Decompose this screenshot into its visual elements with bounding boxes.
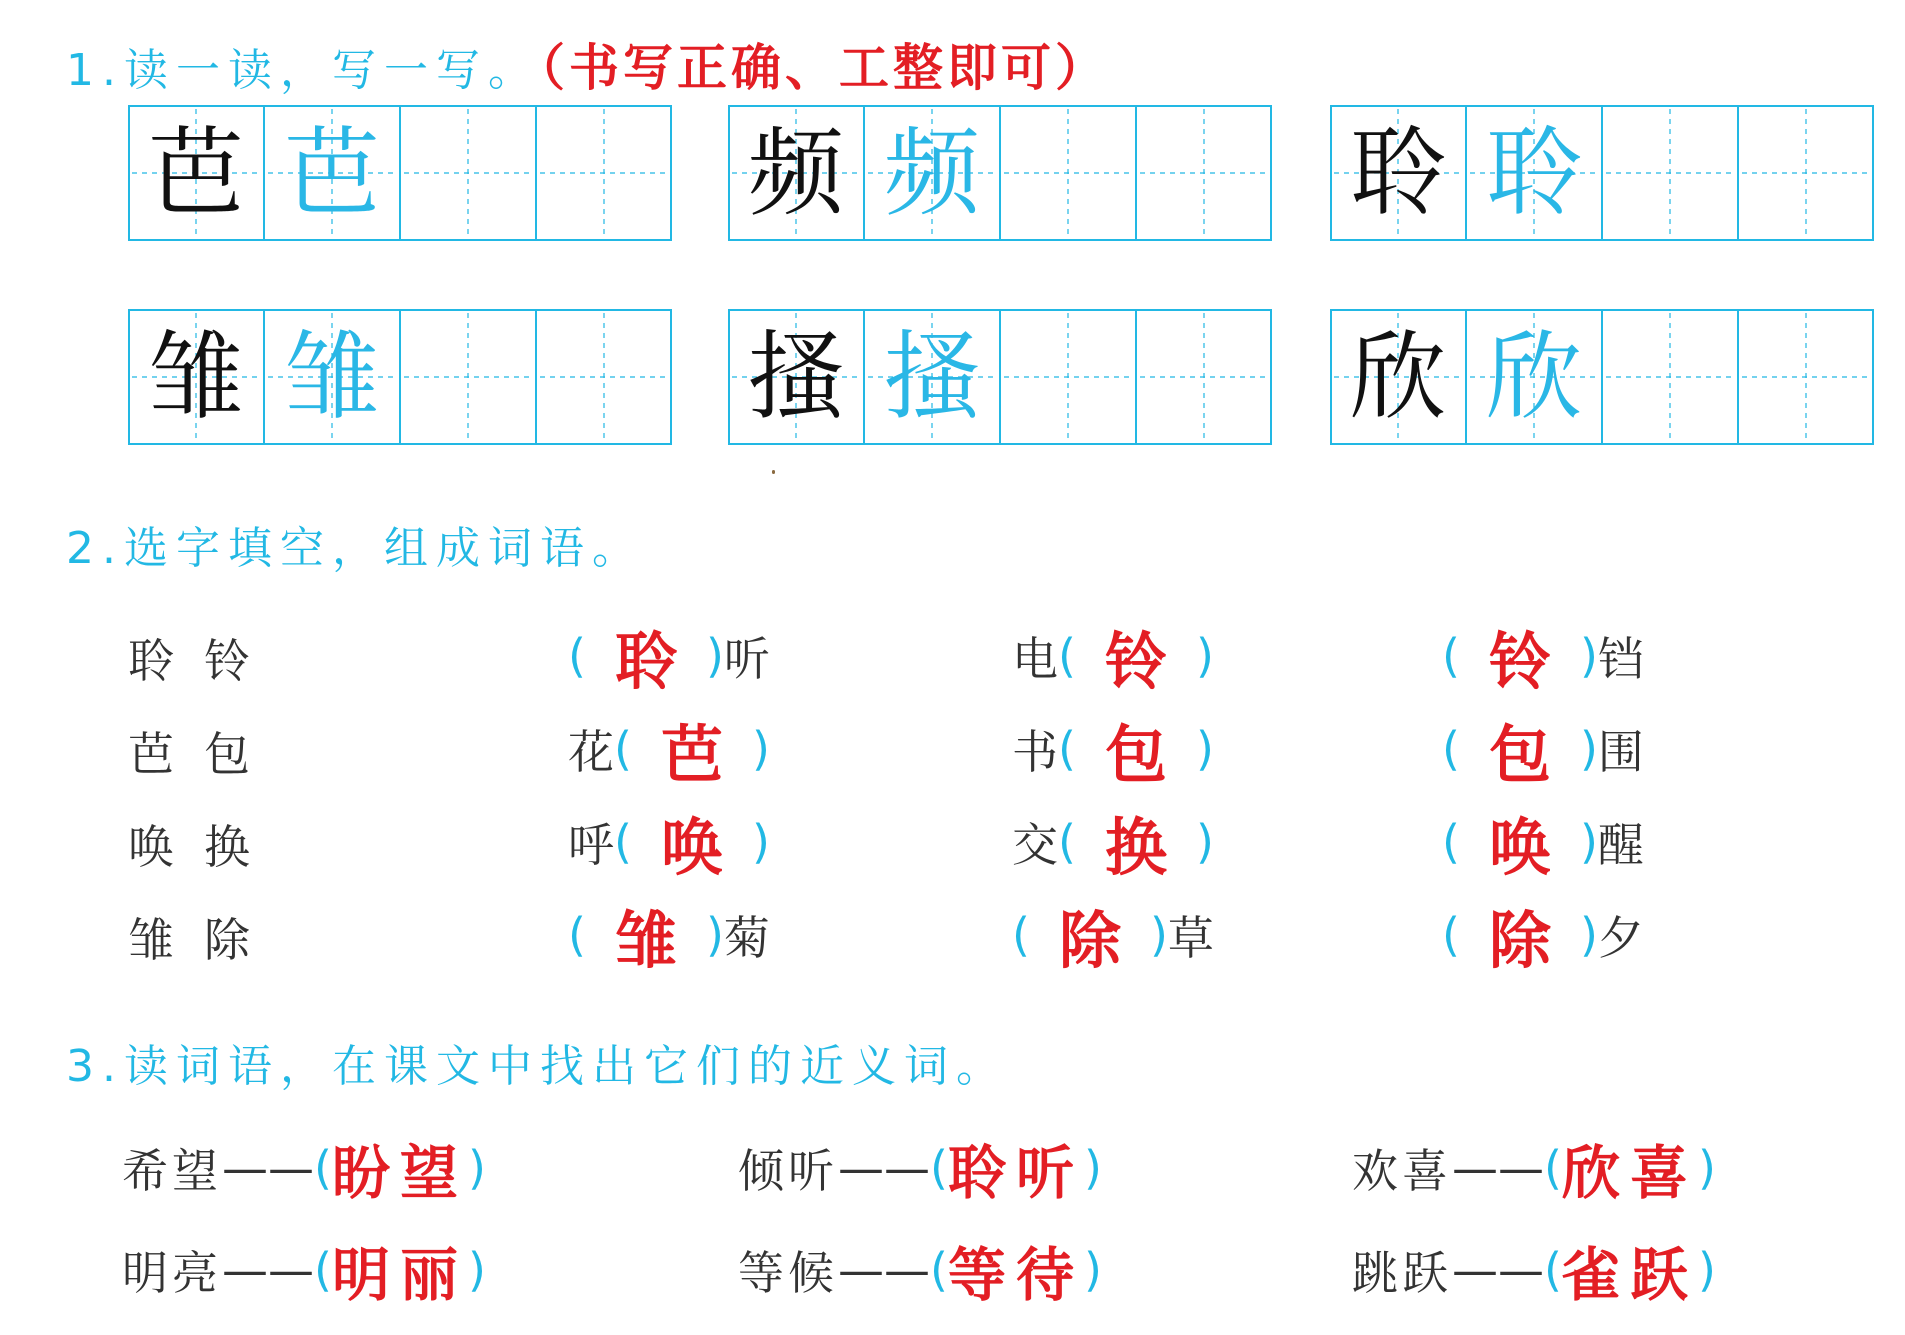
trace-char: 频 <box>884 117 980 229</box>
fill-item <box>1442 802 1644 882</box>
fixed-char: 夕 <box>1597 911 1644 965</box>
model-char: 欣 <box>1350 321 1446 433</box>
synonym-item <box>122 1230 486 1310</box>
synonym-item <box>1352 1230 1716 1310</box>
fill-item <box>568 709 770 789</box>
writing-grid-1 <box>128 105 672 241</box>
left-paren: ( <box>1544 1243 1562 1297</box>
fixed-char: 围 <box>1597 725 1644 779</box>
left-paren: ( <box>568 629 586 683</box>
writing-grid-5 <box>728 309 1272 445</box>
left-paren: ( <box>930 1243 948 1297</box>
answer-char: 包 <box>1488 717 1551 791</box>
answer-char: 雏 <box>614 903 677 977</box>
right-paren: ) <box>1195 815 1214 869</box>
writing-grid-6 <box>1330 309 1874 445</box>
fixed-char: 菊 <box>723 911 770 965</box>
fixed-char: 铛 <box>1597 632 1644 686</box>
writing-grid-4 <box>128 309 672 445</box>
fill-item <box>1442 895 1644 975</box>
right-paren: ) <box>467 1243 486 1297</box>
left-paren: ( <box>1058 629 1076 683</box>
model-char: 芭 <box>148 117 244 229</box>
right-paren: ) <box>1083 1141 1102 1195</box>
right-paren: ) <box>1579 908 1598 962</box>
fill-item <box>568 895 770 975</box>
char-pair: 唤换 <box>128 820 280 874</box>
section1-note: （书写正确、工整即可） <box>539 39 1109 97</box>
right-paren: ) <box>1697 1141 1716 1195</box>
left-paren: ( <box>614 815 632 869</box>
char-pair: 芭包 <box>128 727 280 781</box>
synonym-answer: 聆听 <box>947 1139 1084 1207</box>
dash: —— <box>222 1141 314 1195</box>
fixed-char: 交 <box>1012 818 1058 872</box>
model-char: 频 <box>748 117 844 229</box>
fixed-char: 呼 <box>568 818 614 872</box>
dash: —— <box>838 1141 930 1195</box>
given-word: 希望 <box>122 1144 222 1198</box>
char-pair: 聆铃 <box>128 634 280 688</box>
section1-heading <box>66 28 1109 100</box>
dash: —— <box>222 1243 314 1297</box>
right-paren: ) <box>751 815 770 869</box>
fixed-char: 醒 <box>1597 818 1644 872</box>
fixed-char: 花 <box>568 725 614 779</box>
fill-item <box>1442 709 1644 789</box>
answer-char: 聆 <box>614 624 677 698</box>
trace-char: 聆 <box>1486 117 1582 229</box>
trace-char: 芭 <box>284 117 380 229</box>
left-paren: ( <box>614 722 632 776</box>
right-paren: ) <box>705 629 724 683</box>
given-word: 跳跃 <box>1352 1246 1452 1300</box>
right-paren: ) <box>705 908 724 962</box>
synonym-answer: 欣喜 <box>1561 1139 1698 1207</box>
dash: —— <box>1452 1141 1544 1195</box>
left-paren: ( <box>1058 815 1076 869</box>
trace-char: 雏 <box>284 321 380 433</box>
fixed-char: 草 <box>1167 911 1214 965</box>
left-paren: ( <box>1544 1141 1562 1195</box>
answer-char: 唤 <box>1488 810 1551 884</box>
synonym-item <box>1352 1128 1716 1208</box>
given-word: 等候 <box>738 1246 838 1300</box>
fixed-char: 书 <box>1012 725 1058 779</box>
left-paren: ( <box>1442 722 1460 776</box>
dash: —— <box>1452 1243 1544 1297</box>
answer-char: 换 <box>1104 810 1167 884</box>
answer-char: 除 <box>1058 903 1121 977</box>
synonym-item <box>738 1230 1102 1310</box>
left-paren: ( <box>930 1141 948 1195</box>
writing-grid-2 <box>728 105 1272 241</box>
right-paren: ) <box>751 722 770 776</box>
right-paren: ) <box>1149 908 1168 962</box>
section1-heading-text: 1.读一读，写一写。 <box>66 45 540 96</box>
left-paren: ( <box>568 908 586 962</box>
writing-grid-3 <box>1330 105 1874 241</box>
left-paren: ( <box>1442 908 1460 962</box>
right-paren: ) <box>1195 722 1214 776</box>
synonym-answer: 等待 <box>947 1241 1084 1309</box>
answer-char: 唤 <box>660 810 723 884</box>
model-char: 雏 <box>148 321 244 433</box>
model-char: 聆 <box>1350 117 1446 229</box>
left-paren: ( <box>1058 722 1076 776</box>
fill-item <box>568 802 770 882</box>
synonym-answer: 盼望 <box>331 1139 468 1207</box>
section3-heading: 3.读词语，在课文中找出它们的近义词。 <box>66 1041 1008 1092</box>
left-paren: ( <box>314 1141 332 1195</box>
fill-item <box>1012 616 1214 696</box>
given-word: 倾听 <box>738 1144 838 1198</box>
paper-speck <box>772 470 775 474</box>
answer-char: 芭 <box>660 717 723 791</box>
answer-char: 铃 <box>1488 624 1551 698</box>
synonym-item <box>738 1128 1102 1208</box>
right-paren: ) <box>1697 1243 1716 1297</box>
left-paren: ( <box>1442 815 1460 869</box>
synonym-answer: 明丽 <box>331 1241 468 1309</box>
fill-item <box>1012 709 1214 789</box>
fixed-char: 听 <box>723 632 770 686</box>
fill-item <box>1442 616 1644 696</box>
section2-heading: 2.选字填空，组成词语。 <box>66 523 644 574</box>
left-paren: ( <box>1442 629 1460 683</box>
answer-char: 包 <box>1104 717 1167 791</box>
given-word: 明亮 <box>122 1246 222 1300</box>
right-paren: ) <box>1579 815 1598 869</box>
synonym-item <box>122 1128 486 1208</box>
fill-item <box>1012 802 1214 882</box>
model-char: 搔 <box>748 321 844 433</box>
fill-item <box>1012 895 1214 975</box>
fill-item <box>568 616 770 696</box>
left-paren: ( <box>1012 908 1030 962</box>
answer-char: 铃 <box>1104 624 1167 698</box>
dash: —— <box>838 1243 930 1297</box>
answer-char: 除 <box>1488 903 1551 977</box>
given-word: 欢喜 <box>1352 1144 1452 1198</box>
right-paren: ) <box>1083 1243 1102 1297</box>
right-paren: ) <box>1579 722 1598 776</box>
right-paren: ) <box>1579 629 1598 683</box>
fixed-char: 电 <box>1012 632 1058 686</box>
trace-char: 欣 <box>1486 321 1582 433</box>
right-paren: ) <box>467 1141 486 1195</box>
left-paren: ( <box>314 1243 332 1297</box>
synonym-answer: 雀跃 <box>1561 1241 1698 1309</box>
right-paren: ) <box>1195 629 1214 683</box>
char-pair: 雏除 <box>128 913 280 967</box>
trace-char: 搔 <box>884 321 980 433</box>
